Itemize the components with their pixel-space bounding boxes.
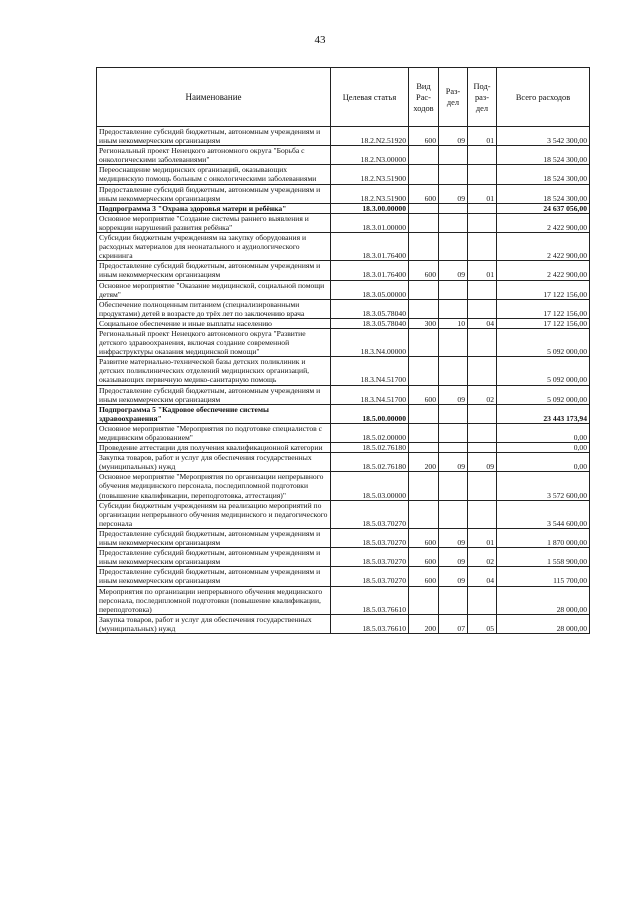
cell-razdel: 07 bbox=[439, 614, 468, 633]
cell-code: 18.2.N3.00000 bbox=[331, 146, 409, 165]
cell-vid bbox=[409, 423, 439, 442]
cell-total: 3 544 600,00 bbox=[497, 500, 590, 528]
cell-total: 2 422 900,00 bbox=[497, 233, 590, 261]
cell-vid bbox=[409, 213, 439, 232]
cell-total: 17 122 156,00 bbox=[497, 299, 590, 318]
cell-vid bbox=[409, 500, 439, 528]
table-row bbox=[97, 586, 590, 614]
cell-vid: 600 bbox=[409, 385, 439, 404]
cell-name: Предоставление субсидий бюджетным, автономным учреждениям и иным некоммерческим организациям bbox=[97, 184, 331, 203]
cell-name: Развитие материально-технической базы детских поликлиник и детских поликлинических отделений медицинских организаций, оказывающих первичную медико-санитарную помощь bbox=[97, 357, 331, 385]
cell-podrazdel bbox=[468, 280, 497, 299]
budget-table bbox=[96, 67, 590, 634]
cell-razdel bbox=[439, 165, 468, 184]
cell-code: 18.5.03.76610 bbox=[331, 614, 409, 633]
cell-name: Региональный проект Ненецкого автономного округа "Развитие детского здравоохранения, включая создание современной инфраструктуры оказания медицинской помощи" bbox=[97, 328, 331, 356]
cell-code: 18.5.03.70270 bbox=[331, 567, 409, 586]
cell-name: Переоснащение медицинских организаций, оказывающих медицинскую помощь больным с онкологическими заболеваниями bbox=[97, 165, 331, 184]
cell-name: Обеспечение полноценным питанием (специализированными продуктами) детей в возрасте до трёх лет по заключению врача bbox=[97, 299, 331, 318]
table-row bbox=[97, 472, 590, 500]
cell-total: 1 558 900,00 bbox=[497, 548, 590, 567]
cell-podrazdel bbox=[468, 472, 497, 500]
cell-vid bbox=[409, 299, 439, 318]
cell-razdel: 09 bbox=[439, 528, 468, 547]
cell-vid: 600 bbox=[409, 548, 439, 567]
cell-podrazdel: 04 bbox=[468, 318, 497, 328]
cell-total: 17 122 156,00 bbox=[497, 280, 590, 299]
cell-name: Субсидии бюджетным учреждениям на закупку оборудования и расходных материалов для неонатального и аудиологического скрининга bbox=[97, 233, 331, 261]
cell-total: 18 524 300,00 bbox=[497, 165, 590, 184]
page-number: 43 bbox=[314, 34, 326, 46]
cell-code: 18.3.05.78040 bbox=[331, 318, 409, 328]
cell-total: 5 092 000,00 bbox=[497, 357, 590, 385]
cell-razdel: 09 bbox=[439, 453, 468, 472]
cell-name: Предоставление субсидий бюджетным, автономным учреждениям и иным некоммерческим организациям bbox=[97, 385, 331, 404]
cell-vid: 200 bbox=[409, 614, 439, 633]
table-row bbox=[97, 184, 590, 203]
cell-total: 23 443 173,94 bbox=[497, 404, 590, 423]
cell-name: Мероприятия по организации непрерывного обучения медицинского персонала, последипломной подготовки (повышение квалификации, переподготовка) bbox=[97, 586, 331, 614]
cell-podrazdel bbox=[468, 404, 497, 423]
cell-total: 2 422 900,00 bbox=[497, 261, 590, 280]
table-row bbox=[97, 453, 590, 472]
table-row bbox=[97, 146, 590, 165]
cell-total: 115 700,00 bbox=[497, 567, 590, 586]
cell-razdel: 09 bbox=[439, 548, 468, 567]
cell-name: Предоставление субсидий бюджетным, автономным учреждениям и иным некоммерческим организациям bbox=[97, 261, 331, 280]
cell-podrazdel bbox=[468, 357, 497, 385]
cell-razdel bbox=[439, 203, 468, 213]
cell-podrazdel bbox=[468, 146, 497, 165]
table-row bbox=[97, 500, 590, 528]
cell-total: 24 637 056,00 bbox=[497, 203, 590, 213]
cell-vid bbox=[409, 404, 439, 423]
cell-razdel bbox=[439, 472, 468, 500]
cell-name: Социальное обеспечение и иные выплаты населению bbox=[97, 318, 331, 328]
cell-total: 0,00 bbox=[497, 423, 590, 442]
cell-code: 18.3.05.00000 bbox=[331, 280, 409, 299]
header-vid: Вид Рас-ходов bbox=[409, 68, 439, 127]
cell-razdel bbox=[439, 500, 468, 528]
table-row bbox=[97, 404, 590, 423]
cell-total: 0,00 bbox=[497, 453, 590, 472]
cell-vid: 600 bbox=[409, 528, 439, 547]
cell-podrazdel: 02 bbox=[468, 385, 497, 404]
cell-razdel bbox=[439, 233, 468, 261]
cell-razdel bbox=[439, 404, 468, 423]
table-row bbox=[97, 203, 590, 213]
table-row bbox=[97, 328, 590, 356]
cell-podrazdel: 01 bbox=[468, 184, 497, 203]
cell-name: Подпрограмма 3 "Охрана здоровья матери и ребёнка" bbox=[97, 203, 331, 213]
cell-razdel bbox=[439, 299, 468, 318]
cell-code: 18.2.N3.51900 bbox=[331, 184, 409, 203]
cell-razdel bbox=[439, 146, 468, 165]
cell-vid: 600 bbox=[409, 127, 439, 146]
cell-podrazdel bbox=[468, 586, 497, 614]
cell-name: Предоставление субсидий бюджетным, автономным учреждениям и иным некоммерческим организациям bbox=[97, 548, 331, 567]
cell-total: 18 524 300,00 bbox=[497, 146, 590, 165]
cell-vid: 600 bbox=[409, 261, 439, 280]
cell-razdel: 09 bbox=[439, 385, 468, 404]
cell-code: 18.5.00.00000 bbox=[331, 404, 409, 423]
cell-razdel bbox=[439, 443, 468, 453]
cell-vid bbox=[409, 165, 439, 184]
cell-code: 18.3.01.00000 bbox=[331, 213, 409, 232]
cell-code: 18.5.02.00000 bbox=[331, 423, 409, 442]
cell-name: Предоставление субсидий бюджетным, автономным учреждениям и иным некоммерческим организациям bbox=[97, 127, 331, 146]
cell-podrazdel bbox=[468, 213, 497, 232]
table-row bbox=[97, 357, 590, 385]
cell-code: 18.5.03.70270 bbox=[331, 500, 409, 528]
cell-code: 18.2.N2.51920 bbox=[331, 127, 409, 146]
cell-name: Основное мероприятие "Мероприятия по организации непрерывного обучения медицинского персонала, последипломной подготовки (повышение квалификации, переподготовка, аттестация)" bbox=[97, 472, 331, 500]
cell-razdel: 10 bbox=[439, 318, 468, 328]
cell-razdel bbox=[439, 213, 468, 232]
cell-total: 1 870 000,00 bbox=[497, 528, 590, 547]
cell-code: 18.5.02.76180 bbox=[331, 443, 409, 453]
header-podrazdel: Под-раз-дел bbox=[468, 68, 497, 127]
cell-razdel bbox=[439, 280, 468, 299]
cell-total: 28 000,00 bbox=[497, 586, 590, 614]
header-razdel: Раз-дел bbox=[439, 68, 468, 127]
cell-vid: 600 bbox=[409, 184, 439, 203]
cell-razdel bbox=[439, 423, 468, 442]
table-row bbox=[97, 423, 590, 442]
cell-total: 5 092 000,00 bbox=[497, 385, 590, 404]
table-row bbox=[97, 385, 590, 404]
cell-podrazdel bbox=[468, 165, 497, 184]
cell-code: 18.3.N4.00000 bbox=[331, 328, 409, 356]
table-row bbox=[97, 213, 590, 232]
cell-podrazdel bbox=[468, 299, 497, 318]
cell-podrazdel: 05 bbox=[468, 614, 497, 633]
cell-podrazdel: 04 bbox=[468, 567, 497, 586]
cell-vid bbox=[409, 443, 439, 453]
cell-podrazdel bbox=[468, 233, 497, 261]
cell-podrazdel bbox=[468, 423, 497, 442]
cell-name: Основное мероприятие "Мероприятия по подготовке специалистов с медицинским образованием" bbox=[97, 423, 331, 442]
cell-podrazdel bbox=[468, 328, 497, 356]
cell-vid bbox=[409, 203, 439, 213]
table-row bbox=[97, 261, 590, 280]
cell-vid bbox=[409, 357, 439, 385]
cell-code: 18.3.01.76400 bbox=[331, 261, 409, 280]
cell-podrazdel: 01 bbox=[468, 261, 497, 280]
table-row bbox=[97, 233, 590, 261]
header-name: Наименование bbox=[97, 68, 331, 127]
cell-razdel: 09 bbox=[439, 127, 468, 146]
table-row bbox=[97, 614, 590, 633]
cell-name: Основное мероприятие "Оказание медицинской, социальной помощи детям" bbox=[97, 280, 331, 299]
cell-name: Проведение аттестации для получения квалификационной категории bbox=[97, 443, 331, 453]
header-total: Всего расходов bbox=[497, 68, 590, 127]
cell-razdel bbox=[439, 586, 468, 614]
table-row bbox=[97, 443, 590, 453]
table-row bbox=[97, 127, 590, 146]
cell-code: 18.5.02.76180 bbox=[331, 453, 409, 472]
header-code: Целевая статья bbox=[331, 68, 409, 127]
cell-vid bbox=[409, 146, 439, 165]
table-row bbox=[97, 567, 590, 586]
cell-podrazdel bbox=[468, 443, 497, 453]
cell-total: 0,00 bbox=[497, 443, 590, 453]
cell-code: 18.5.03.00000 bbox=[331, 472, 409, 500]
cell-name: Субсидии бюджетным учреждениям на реализацию мероприятий по организации непрерывного обучения медицинского и педагогического персонала bbox=[97, 500, 331, 528]
cell-name: Региональный проект Ненецкого автономного округа "Борьба с онкологическими заболеваниями" bbox=[97, 146, 331, 165]
cell-vid: 600 bbox=[409, 567, 439, 586]
cell-vid: 200 bbox=[409, 453, 439, 472]
cell-razdel bbox=[439, 328, 468, 356]
cell-podrazdel bbox=[468, 203, 497, 213]
cell-total: 28 000,00 bbox=[497, 614, 590, 633]
cell-razdel: 09 bbox=[439, 184, 468, 203]
cell-name: Предоставление субсидий бюджетным, автономным учреждениям и иным некоммерческим организациям bbox=[97, 528, 331, 547]
cell-vid bbox=[409, 328, 439, 356]
cell-total: 17 122 156,00 bbox=[497, 318, 590, 328]
cell-vid bbox=[409, 280, 439, 299]
table-row bbox=[97, 165, 590, 184]
cell-name: Предоставление субсидий бюджетным, автономным учреждениям и иным некоммерческим организациям bbox=[97, 567, 331, 586]
table-row bbox=[97, 318, 590, 328]
cell-name: Подпрограмма 5 "Кадровое обеспечение системы здравоохранения" bbox=[97, 404, 331, 423]
table-row bbox=[97, 280, 590, 299]
cell-code: 18.2.N3.51900 bbox=[331, 165, 409, 184]
cell-total: 2 422 900,00 bbox=[497, 213, 590, 232]
cell-vid: 300 bbox=[409, 318, 439, 328]
cell-code: 18.3.N4.51700 bbox=[331, 357, 409, 385]
cell-podrazdel: 09 bbox=[468, 453, 497, 472]
cell-code: 18.5.03.70270 bbox=[331, 548, 409, 567]
cell-code: 18.3.01.76400 bbox=[331, 233, 409, 261]
cell-vid bbox=[409, 586, 439, 614]
cell-name: Закупка товаров, работ и услуг для обеспечения государственных (муниципальных) нужд bbox=[97, 614, 331, 633]
table-row bbox=[97, 548, 590, 567]
cell-code: 18.3.05.78040 bbox=[331, 299, 409, 318]
cell-vid bbox=[409, 233, 439, 261]
table-row bbox=[97, 299, 590, 318]
cell-code: 18.3.00.00000 bbox=[331, 203, 409, 213]
cell-vid bbox=[409, 472, 439, 500]
cell-podrazdel bbox=[468, 500, 497, 528]
cell-code: 18.5.03.70270 bbox=[331, 528, 409, 547]
table-row bbox=[97, 528, 590, 547]
cell-code: 18.3.N4.51700 bbox=[331, 385, 409, 404]
cell-name: Закупка товаров, работ и услуг для обеспечения государственных (муниципальных) нужд bbox=[97, 453, 331, 472]
cell-razdel bbox=[439, 357, 468, 385]
cell-podrazdel: 01 bbox=[468, 127, 497, 146]
cell-name: Основное мероприятие "Создание системы раннего выявления и коррекции нарушений развития ребёнка" bbox=[97, 213, 331, 232]
cell-podrazdel: 02 bbox=[468, 548, 497, 567]
table-header-row bbox=[97, 68, 590, 127]
cell-code: 18.5.03.76610 bbox=[331, 586, 409, 614]
cell-razdel: 09 bbox=[439, 567, 468, 586]
cell-total: 3 572 600,00 bbox=[497, 472, 590, 500]
cell-razdel: 09 bbox=[439, 261, 468, 280]
cell-total: 5 092 000,00 bbox=[497, 328, 590, 356]
cell-podrazdel: 01 bbox=[468, 528, 497, 547]
cell-total: 3 542 300,00 bbox=[497, 127, 590, 146]
cell-total: 18 524 300,00 bbox=[497, 184, 590, 203]
